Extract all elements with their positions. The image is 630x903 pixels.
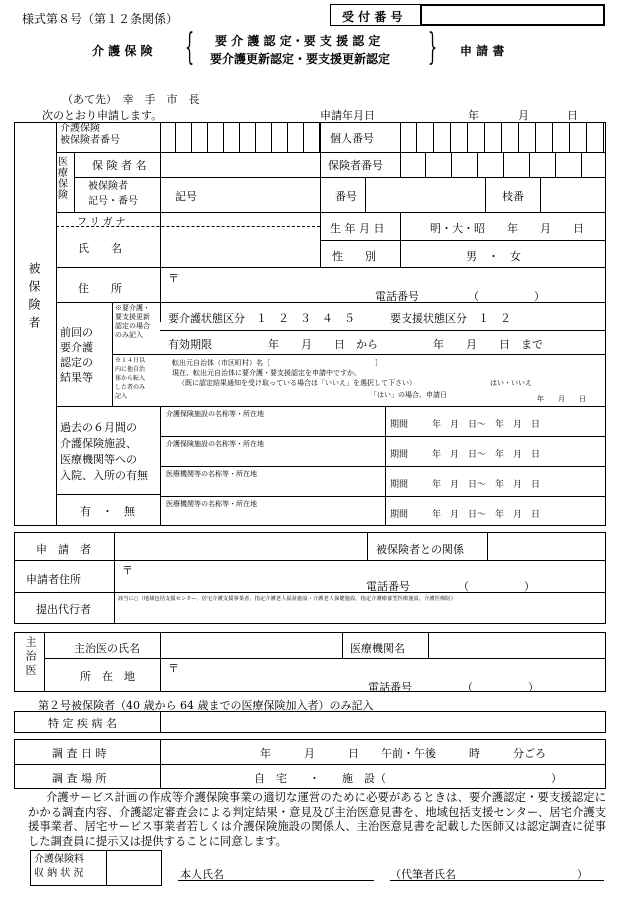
disease-label: 特 定 疾 病 名 xyxy=(48,717,117,730)
applicant-address-label: 申請者住所 xyxy=(26,573,81,586)
right-brace: } xyxy=(428,27,438,68)
facility-dates-2[interactable]: 年 月 日～ 年 月 日 xyxy=(432,450,541,460)
birth-label: 生 年 月 日 xyxy=(330,222,385,235)
form-number: 様式第８号（第１２条関係） xyxy=(22,12,179,26)
insured-section-label: 被保険者 xyxy=(27,262,41,334)
valid-value[interactable]: 年 月 日 から 年 月 日 まで xyxy=(268,338,543,351)
facility-period-2: 期間 xyxy=(390,450,409,460)
institution-label: 医療機関名 xyxy=(350,642,405,655)
premium-input[interactable] xyxy=(107,851,161,885)
furigana-input[interactable] xyxy=(161,213,319,225)
applicant-phone-label: 電話番号 xyxy=(366,580,410,593)
address-label: 住 所 xyxy=(78,282,122,295)
title-line2: 要介護更新認定・要支援更新認定 xyxy=(210,52,391,66)
facility-dates-3[interactable]: 年 月 日～ 年 月 日 xyxy=(432,480,541,490)
insurer-name-input[interactable] xyxy=(161,153,319,177)
prev-label: 前回の 要介護 認定の 結果等 xyxy=(60,326,93,384)
proxy-name[interactable]: （代筆者氏名 ） xyxy=(390,868,588,881)
kigo-label: 記号 xyxy=(175,190,197,203)
survey-date-value[interactable]: 年 月 日 午前・午後 時 分ごろ xyxy=(260,747,546,760)
survey-place-value[interactable]: 自 宅 ・ 施 設（ ） xyxy=(254,772,562,785)
past-yesno[interactable]: 有 ・ 無 xyxy=(80,505,135,518)
facility-period-1: 期間 xyxy=(390,420,409,430)
name-label: 氏 名 xyxy=(78,242,122,255)
personal-no-label: 個人番号 xyxy=(330,132,374,145)
consent-text: 介護サービス計画の作成等介護保険事業の適切な運営のために必要があるときは、要介護認定・要支援認定にかかる調査内容、介護認定審査会による判定結果・意見及び主治医意見書を、地域包括支援センター、居宅介護支援事業者、居宅サービス事業者若しくは介護保険施設の関係人、主治医意見書を記載した医師又は認定調査に従事した調査員に提示又は提供することに同意します。 xyxy=(28,791,606,848)
self-name-input[interactable] xyxy=(230,862,370,878)
disease-input[interactable] xyxy=(161,712,605,732)
doctor-name-input[interactable] xyxy=(161,633,341,657)
date-label: 申請年月日 xyxy=(320,109,375,122)
facility-dates-4[interactable]: 年 月 日～ 年 月 日 xyxy=(432,510,541,520)
phone-label: 電話番号 xyxy=(375,290,419,303)
doctor-postal-mark: 〒 xyxy=(168,662,179,675)
secondary-note: 第２号被保険者（40 歳から 64 歳までの医療保険加入者）のみ記入 xyxy=(38,699,374,712)
date-month: 月 xyxy=(518,109,529,122)
note-renewal: ※要介護・ 要支援更新 認定の場合 のみ記入 xyxy=(115,304,150,339)
facility-label-1: 介護保険施設の名称等・所在地 xyxy=(166,410,264,418)
phone-paren[interactable]: （ ） xyxy=(468,290,545,303)
date-day: 日 xyxy=(567,109,578,122)
survey-place-label: 調 査 場 所 xyxy=(52,772,107,785)
applicant-name-input[interactable] xyxy=(115,533,365,559)
ins-no-input[interactable] xyxy=(160,122,320,152)
note-transfer: ※１４日以 内に他自治 体から転入 した者のみ 記入 xyxy=(115,357,146,400)
insurance-label: 介 護 保 険 xyxy=(92,44,153,58)
addressee: （あて先） 幸 手 市 長 xyxy=(62,93,200,106)
receipt-number-label: 受 付 番 号 xyxy=(342,10,403,24)
sex-label: 性 別 xyxy=(332,250,376,263)
doctor-phone-label: 電話番号 xyxy=(368,681,412,694)
transfer-line3: （既に認定結果通知を受け取っている場合は「いいえ」を選択して下さい） xyxy=(178,379,416,387)
transfer-line2: 現在、転出元自治体に要介護・要支援認定を申請中ですか。 xyxy=(172,369,361,377)
relation-label: 被保険者との関係 xyxy=(376,543,464,556)
transfer-line4: 「はい」の場合、申請日 xyxy=(370,391,447,399)
doctor-name-label: 主治医の氏名 xyxy=(74,642,140,655)
medical-label: 医療保険 xyxy=(58,157,68,201)
doctor-address-label: 所 在 地 xyxy=(80,670,135,683)
support-level[interactable]: 要支援状態区分 １ ２ xyxy=(390,312,511,325)
birth-value[interactable]: 明・大・昭 年 月 日 xyxy=(430,222,584,235)
applicant-phone-paren[interactable]: （ ） xyxy=(458,580,535,593)
premium-label: 介護保険料 収 納 状 況 xyxy=(34,854,84,879)
facility-label-4: 医療機関等の名称等・所在地 xyxy=(166,500,257,508)
survey-date-label: 調 査 日 時 xyxy=(52,747,107,760)
postal-mark: 〒 xyxy=(168,272,179,285)
past-label: 過去の６月間の 介護保険施設、 医療機関等への 入院、入所の有無 xyxy=(60,421,148,482)
sex-value[interactable]: 男 ・ 女 xyxy=(466,250,521,263)
facility-label-2: 介護保険施設の名称等・所在地 xyxy=(166,440,264,448)
transfer-date[interactable]: 年 月 日 xyxy=(537,395,586,403)
doctor-section-label: 主治医 xyxy=(24,636,37,678)
edaban-label: 枝番 xyxy=(502,190,524,203)
institution-input[interactable] xyxy=(429,633,605,657)
valid-label: 有効期限 xyxy=(168,338,212,351)
doctor-phone-paren[interactable]: （ ） xyxy=(462,681,539,694)
receipt-number-input[interactable] xyxy=(421,5,604,25)
intro-text: 次のとおり申請します。 xyxy=(42,109,163,122)
care-level[interactable]: 要介護状態区分 １ ２ ３ ４ ５ xyxy=(168,312,355,325)
title-right: 申 請 書 xyxy=(460,44,505,58)
transfer-line1[interactable]: 転出元自治体（市区町村）名［ ］ xyxy=(172,359,382,367)
applicant-postal-mark: 〒 xyxy=(122,564,133,577)
ins-no-label: 介護保険 被保険者番号 xyxy=(60,123,120,146)
left-brace: { xyxy=(185,27,195,68)
insurer-no-label: 保険者番号 xyxy=(328,159,383,172)
bango-label: 番号 xyxy=(335,190,357,203)
insurer-no-input[interactable] xyxy=(400,152,606,177)
furigana-label: フリガナ xyxy=(77,217,129,228)
facility-period-4: 期間 xyxy=(390,510,409,520)
agent-label: 提出代行者 xyxy=(36,603,91,616)
personal-no-input[interactable] xyxy=(400,122,606,152)
facility-dates-1[interactable]: 年 月 日～ 年 月 日 xyxy=(432,420,541,430)
insurer-name-label: 保 険 者 名 xyxy=(92,159,147,172)
card-label: 被保険者 記号・番号 xyxy=(88,181,138,207)
facility-period-3: 期間 xyxy=(390,480,409,490)
applicant-label: 申 請 者 xyxy=(36,543,91,556)
title-line1: 要 介 護 認 定・要 支 援 認 定 xyxy=(215,34,381,48)
relation-input[interactable] xyxy=(488,533,605,559)
date-year: 年 xyxy=(468,109,479,122)
name-input[interactable] xyxy=(161,227,319,267)
self-name-label: 本人氏名 xyxy=(180,868,224,881)
facility-label-3: 医療機関等の名称等・所在地 xyxy=(166,470,257,478)
transfer-yesno[interactable]: はい・いいえ xyxy=(490,379,532,387)
agent-note[interactable]: 該当に○（地域包括支援センター、居宅介護支援事業者、指定介護老人福祉施設・介護老人保健施設、指定介護療養型医療施設、介護医療院） xyxy=(118,596,456,602)
